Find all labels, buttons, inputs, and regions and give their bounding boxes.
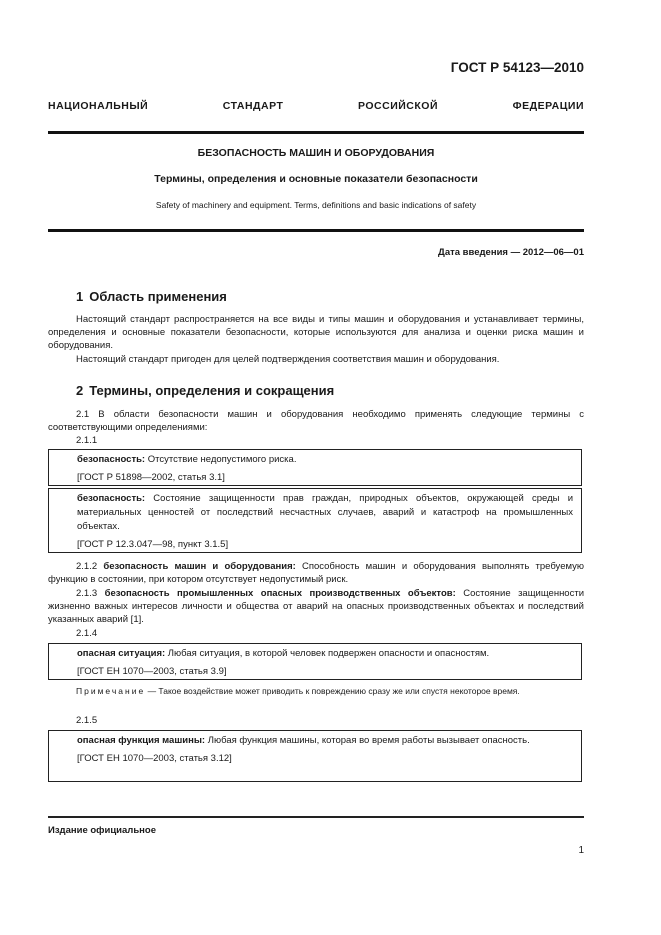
term-name: безопасность: (77, 454, 146, 465)
term-box-hazardous-function (48, 730, 582, 782)
term-box-safety-1 (48, 449, 582, 486)
clause-2-1-3-term: безопасность промышленных опасных производственных объектов: (104, 588, 456, 599)
term-text: Состояние защищенности прав граждан, природных объектов, окружающей среды и материальных ценностей от последствий несчастных случаев, аварий и катастроф на промышленных объектах. (77, 493, 573, 532)
clause-2-1-4-number: 2.1.4 (76, 628, 98, 639)
note-label: Примечание (76, 686, 146, 696)
page-number: 1 (578, 845, 584, 856)
document-number: ГОСТ Р 54123—2010 (450, 60, 584, 75)
official-edition-label: Издание официальное (48, 825, 156, 836)
national-standard-title: НАЦИОНАЛЬНЫЙ СТАНДАРТ РОССИЙСКОЙ ФЕДЕРАЦИИ (48, 100, 584, 112)
clause-2-1-2 (48, 560, 584, 586)
term-source: [ГОСТ Р 51898—2002, статья 3.1] (77, 472, 225, 483)
subtitle-russian: Термины, определения и основные показатели безопасности (154, 173, 478, 185)
term-definition (77, 647, 573, 661)
footer-divider (48, 816, 584, 818)
term-source: [ГОСТ Р 12.3.047—98, пункт 3.1.5] (77, 539, 229, 550)
section-1-title: Область применения (89, 289, 227, 304)
term-text: Любая функция машины, которая во время работы вызывает опасность. (205, 735, 530, 746)
section-1-paragraph-1: Настоящий стандарт распространяется на все виды и типы машин и оборудования и устанавливает термины, определения и основные показатели безопасности, которые используются для анализа и оценки риска машин и оборудования. (48, 314, 584, 351)
term-source: [ГОСТ ЕН 1070—2003, статья 3.12] (77, 753, 232, 764)
clause-2-1: 2.1 В области безопасности машин и оборудования необходимо применять следующие термины с соответствующими определениями: (48, 409, 584, 433)
section-2-number: 2 (76, 383, 84, 398)
section-2-title: Термины, определения и сокращения (89, 383, 335, 398)
term-name: безопасность: (77, 493, 146, 504)
title-russian: БЕЗОПАСНОСТЬ МАШИН И ОБОРУДОВАНИЯ (197, 147, 435, 159)
note-text: — Такое воздействие может приводить к повреждению сразу же или спустя некоторое время. (145, 686, 520, 696)
term-definition (49, 492, 573, 534)
term-name: опасная ситуация: (77, 648, 166, 659)
introduction-date: Дата введения — 2012—06—01 (438, 247, 584, 258)
term-definition (77, 453, 573, 467)
clause-2-1-2-text: Способность машин и оборудования выполнять требуемую функцию в состоянии, при котором отсутствует недопустимый риск. (48, 561, 584, 585)
section-1-number: 1 (76, 289, 84, 304)
clause-2-1-1-number: 2.1.1 (76, 435, 98, 446)
term-source: [ГОСТ ЕН 1070—2003, статья 3.9] (77, 666, 227, 677)
section-2-heading (76, 383, 334, 398)
title-divider (48, 229, 584, 232)
term-name: опасная функция машины: (77, 735, 206, 746)
section-1-heading (76, 289, 227, 304)
section-1-paragraph-2: Настоящий стандарт пригоден для целей подтверждения соответствия машин и оборудования. (76, 354, 500, 365)
term-text: Любая ситуация, в которой человек подвержен опасности и опасностям. (165, 648, 490, 659)
clause-2-1-2-number: 2.1.2 (76, 561, 98, 572)
term-definition (49, 734, 573, 748)
term-box-hazardous-situation (48, 643, 582, 680)
term-text: Отсутствие недопустимого риска. (145, 454, 297, 465)
term-box-safety-2 (48, 488, 582, 553)
clause-2-1-5-number: 2.1.5 (76, 715, 98, 726)
clause-2-1-3 (48, 587, 584, 626)
clause-2-1-2-term: безопасность машин и оборудования: (103, 561, 296, 572)
title-english: Safety of machinery and equipment. Terms, definitions and basic indications of safety (155, 200, 477, 210)
note (48, 685, 584, 697)
header-divider (48, 131, 584, 134)
clause-2-1-3-number: 2.1.3 (76, 588, 98, 599)
clause-2-1-3-text: Состояние защищенности жизненно важных интересов личности и общества от аварий на опасных производственных объектах и последствий указанных аварий [1]. (48, 588, 585, 625)
